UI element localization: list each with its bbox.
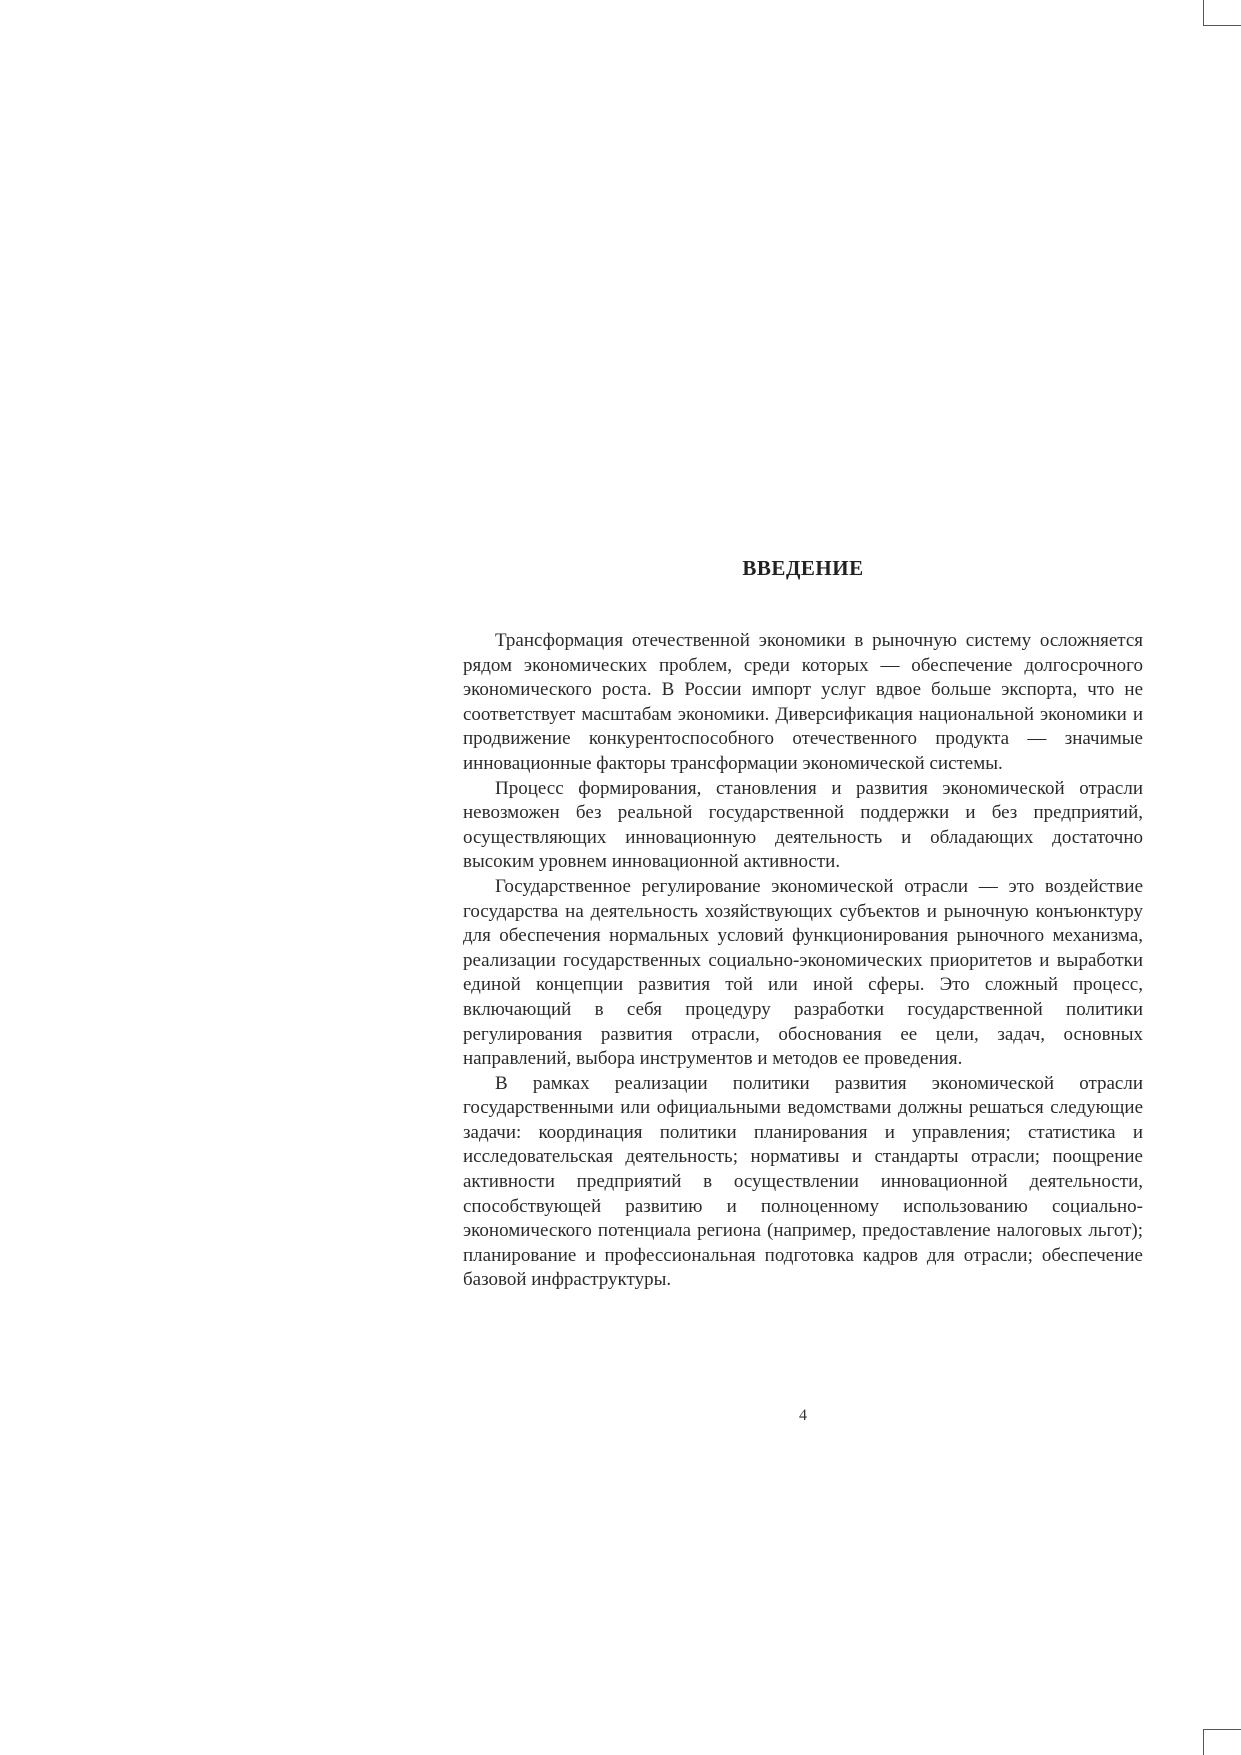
paragraph: В рамках реализации политики развития экономической отрасли государственными или официальными ведомствами должны решаться следующие задачи: координация политики планирования и управления; статистика и исследовательская деятельность; нормативы и стандарты отрасли; поощрение активности предприятий в осуществлении инновационной деятельности, способствующей развитию и полноценному использованию социально-экономического потенциала региона (например, предоставление налоговых льгот); планирование и профессиональная подготовка кадров для отрасли; обеспечение базовой инфраструктуры. — [463, 1072, 1143, 1291]
crop-mark-top-right-horizontal — [1203, 25, 1241, 26]
paragraph: Трансформация отечественной экономики в рыночную систему осложняется рядом экономических проблем, среди которых — обеспечение долгосрочного экономического роста. В России импорт услуг вдвое больше экспорта, что не соответствует масштабам экономики. Диверсификация национальной экономики и продвижение конкурентоспособного отечественного продукта — значимые инновационные факторы трансформации экономической системы. — [463, 630, 1143, 774]
body-text — [463, 629, 1143, 1293]
paragraph: Процесс формирования, становления и развития экономической отрасли невозможен без реальной государственной поддержки и без предприятий, осуществляющих инновационную деятельность и обладающих достаточно высоким уровнем инновационной активности. — [463, 777, 1143, 873]
section-heading: ВВЕДЕНИЕ — [742, 556, 864, 580]
page-number: 4 — [799, 1407, 807, 1424]
crop-mark-bottom-right-vertical — [1203, 1729, 1204, 1755]
crop-mark-bottom-right-horizontal — [1203, 1729, 1241, 1730]
paragraph: Государственное регулирование экономической отрасли — это воздействие государства на деятельность хозяйствующих субъектов и рыночную конъюнктуру для обеспечения нормальных условий функционирования рыночного механизма, реализации государственных социально-экономических приоритетов и выработки единой концепции развития той или иной сферы. Это сложный процесс, включающий в себя процедуру разработки государственной политики регулирования развития отрасли, обоснования ее цели, задач, основных направлений, выбора инструментов и методов ее проведения. — [463, 875, 1143, 1070]
crop-mark-top-right-vertical — [1203, 0, 1204, 26]
